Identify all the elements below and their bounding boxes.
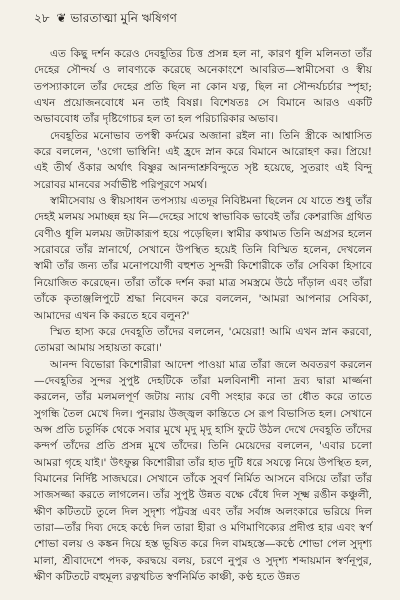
paragraph: স্বামীসেবায় ও স্বীয়সাধন তপস্যায় এতদূর নিবিষ্টমনা ছিলেন যে যাতে শুধু তাঁর দেহই মলময় সমাচ্ছন্ন হয় নি—দেহের সাথে স্বাভাবিক ভাবেই তাঁর কেশরাজি গ্রথিত বেণীও ধূলি মলময় জটাকারূপ হয়ে পড়েছিল। স্বামীর কথামত তিনি অগ্রসর হলেন সরোবরে তাঁর স্নানার্থে, সেখানে উপস্থিত হয়েই তিনি বিস্মিত হলেন, দেখলেন স্বামী তাঁর জন্য তাঁর মনোপযোগী বহুশত সুন্দরী কিশোরীকে তাঁর সেবিকা হিসাবে নিয়োজিত করেছেন। তাঁরা তাঁকে দর্শন করা মাত্র সমস্ত্রমে উঠে দাঁড়াল এবং তাঁরা তাঁকে কৃতাঞ্জলিপুটে শ্রদ্ধা নিবেদন করে বললেন, 'আমরা আপনার সেবিকা, আমাদের এখন কি করতে হবে বলুন?' [34, 195, 372, 322]
page-number: ২৮ [34, 11, 50, 25]
running-title: ভারতাত্মা মুনি ঋষিগণ [70, 11, 177, 25]
page-header [34, 10, 372, 26]
ornament-icon: ❦ [56, 11, 67, 25]
paragraph: এত কিছু দর্শন করেও দেবহূতির চিত্ত প্রসন্ন হল না, কারণ ধূলি মলিনতা তাঁর দেহের সৌন্দর্য ও লাবণ্যকে করেছে অনেকাংশে আবরিত—স্বামীসেবা ও স্বীয় তপস্যাকালে তাঁর দেহের প্রতি ছিল না কোন যত্ন, ছিল না সৌন্দর্যচর্চার স্পৃহা; এখন প্রয়োজনবোধে মন তাই বিষণ্ণ। বিশেষতঃ সে বিমানে আরও একটি অভাববোধ তাঁর দৃষ্টিগোচর হল তা হল পরিচারিকার অভাব। [34, 48, 372, 126]
paragraph: আনন্দ বিভোরা কিশোরীরা আদেশ পাওয়া মাত্র তাঁরা জলে অবতরণ করলেন—দেবহূতির সুন্দর সুপুষ্ট দেহটিকে তাঁরা মলবিনাশী নানা দ্রব্য দ্বারা মার্জ্জনা করলেন, তাঁর মলমলপূর্ণ জটায় ন্যায় বেণী সংহার করে তা ধৌত করে তাতে সুগন্ধি তৈল মেখে দিল। পুনরায় উজ্জ্বল কান্তিতে সে রূপ বিভাসিত হল। সেখানে অপ্স প্রতি চতুর্দিক থেকে সবার মুখে মৃদু মৃদু হাসি ফুটে উঠল দেখে দেবহূতি তাঁদের কন্দর্প তাঁদের প্রতি প্রসন্ন মুখে তাঁদের। তিনি মেয়েদের বললেন, 'এবার চলো আমরা গৃহে যাই।' উৎফুল্ল কিশোরীরা তাঁর হাত দুটি ধরে সযত্নে নিয়ে উপস্থিত হল, বিমানের নির্দিষ্ট সাজঘরে। সেখানে তাঁকে সুবর্ণ নির্মিত আসনে বসিয়ে তাঁরা তাঁর সাজসজ্জা করতে লাগলেন। তাঁর সুপুষ্ট উন্নত বক্ষে বেঁধে দিল সূক্ষ্ম রঙীন কঞ্চুলী, ক্ষীণ কটিতটে তুলে দিল সুদৃশ্য পট্টবস্ত্র এবং তাঁর সর্বাঙ্গ অলংকারে ভরিয়ে দিল তারা—তাঁর দিব্য দেহে কণ্ঠে দিল তারা হীরা ও মণিমাণিক্যের প্রদীপ্ত হার এবং স্বর্ণ শোভা বলয় ও কঙ্কন দিয়ে হস্ত ভূষিত করে দিল বামহস্তে—কণ্ঠে শোভা পেল সুদৃশ্য মালা, শ্রীবাদেশে পদক, করদ্বয়ে বলয়, চরণে নুপুর ও সুদৃশ্য শব্দায়মান স্বর্ণনূপুর, ক্ষীণ কটিতটে বহুমূল্য রত্নখচিত স্বর্ণনির্মিত কাঞ্চী, কণ্ঠ হতে উন্নত [34, 358, 372, 583]
paragraph: দেবহূতির মনোভাব তপস্বী কর্দমের অজানা রইল না। তিনি স্ত্রীকে আশ্বাসিত করে বললেন, 'ওগো ভাস্বিনি! এই হ্রদে স্নান করে বিমানে আরোহণ কর। প্রিয়ে! এই তীর্থ ওঁকার অর্থাৎ বিষ্ণুর আনন্দাশ্রুবিন্দুতে সৃষ্ট হয়েছে, সুতরাং এই বিন্দু সরোবর মানবের সর্বাভীষ্ট পরিপূরণে সমর্থ। [34, 129, 372, 191]
paragraph: স্মিত হাস্য করে দেবহূতি তাঁদের বললেন, 'মেয়েরা! আমি এখন স্নান করবো, তোমরা আমায় সহায়তা করো।' [34, 325, 372, 355]
body-text [34, 46, 372, 585]
